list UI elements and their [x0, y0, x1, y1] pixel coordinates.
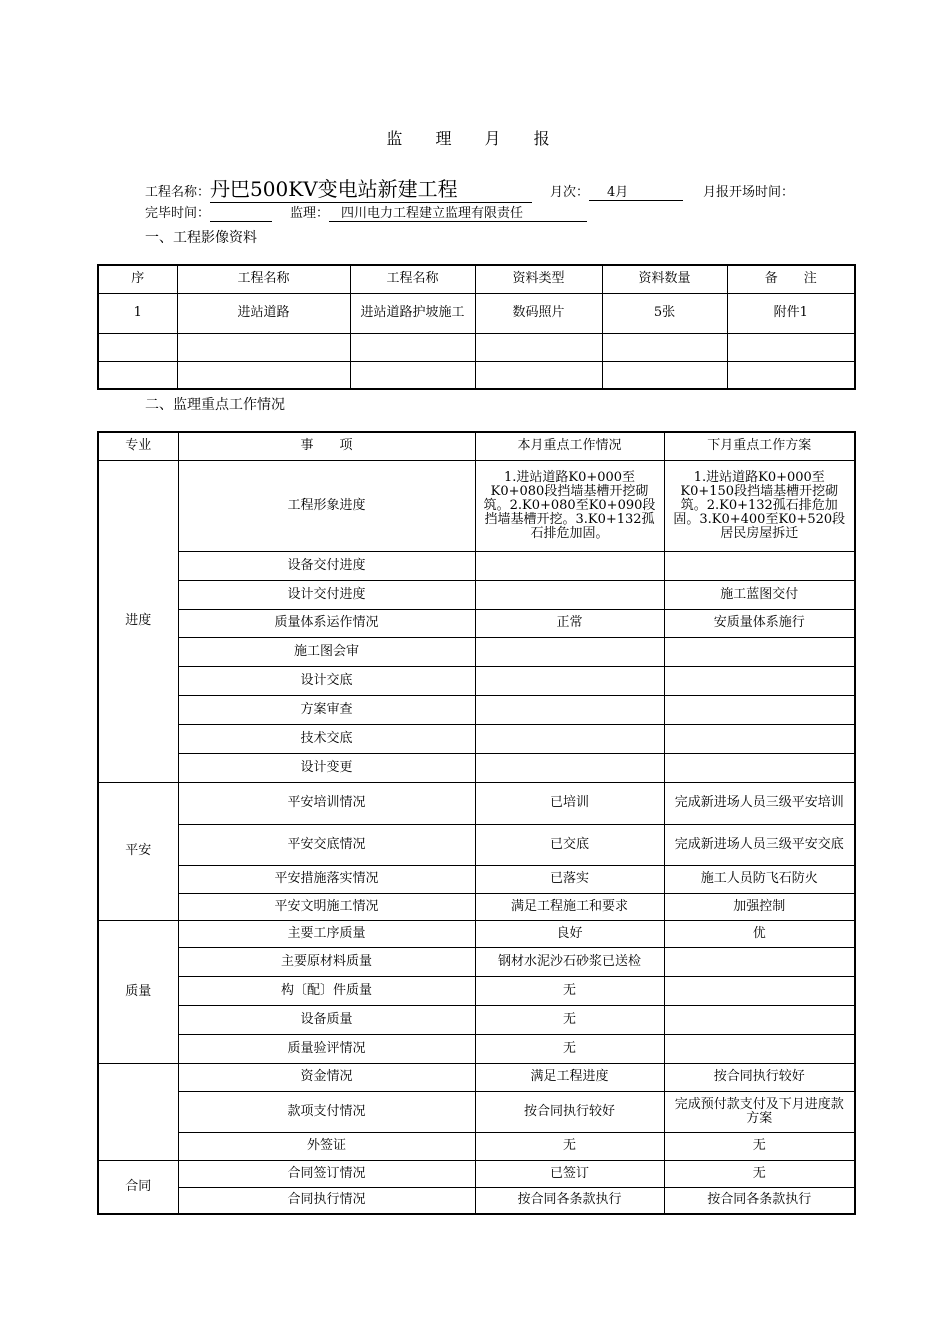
- table-row: [98, 666, 855, 695]
- table-header-row: [98, 265, 855, 293]
- next-month: 无: [664, 1160, 855, 1187]
- group-label-contract: 合同: [98, 1160, 178, 1214]
- table-row: [98, 865, 855, 893]
- project-label: 工程名称：: [145, 185, 211, 200]
- next-month: 无: [664, 1132, 855, 1160]
- report-start-label: 月报开场时间：: [703, 185, 795, 200]
- next-month: 完成预付款支付及下月进度款方案: [664, 1091, 855, 1132]
- table-row: [98, 293, 855, 333]
- next-month: 按合同执行较好: [664, 1063, 855, 1091]
- table-row: [98, 753, 855, 782]
- item-name: 构〔配〕件质量: [178, 976, 475, 1005]
- next-month: 施工人员防飞石防火: [664, 865, 855, 893]
- supervisor-value: 四川电力工程建立监理有限责任: [329, 202, 587, 222]
- this-month: 已交底: [475, 824, 664, 865]
- finish-label: 完毕时间：: [145, 206, 211, 221]
- table-cell: [602, 333, 727, 361]
- col-header: 工程名称: [350, 265, 475, 293]
- table-cell: 5张: [602, 293, 727, 333]
- item-name: 质量验评情况: [178, 1034, 475, 1063]
- table-header-row: [98, 432, 855, 460]
- image-materials-table: [97, 264, 856, 390]
- table-row: [98, 695, 855, 724]
- item-name: 设备质量: [178, 1005, 475, 1034]
- group-label-safety: 平安: [98, 782, 178, 920]
- finish-value: [210, 207, 272, 222]
- item-name: 平安交底情况: [178, 824, 475, 865]
- table-cell: 进站道路: [177, 293, 350, 333]
- next-month: [664, 976, 855, 1005]
- next-month: [664, 695, 855, 724]
- item-name: 设计变更: [178, 753, 475, 782]
- this-month: [475, 753, 664, 782]
- this-month: [475, 724, 664, 753]
- supervisor-label: 监理：: [290, 206, 330, 221]
- table-cell: 附件1: [727, 293, 855, 333]
- item-name: 工程形象进度: [178, 460, 475, 551]
- item-name: 质量体系运作情况: [178, 609, 475, 637]
- group-label-quality: 质量: [98, 920, 178, 1063]
- this-month: [475, 695, 664, 724]
- table-cell: 数码照片: [475, 293, 602, 333]
- table-row: [98, 920, 855, 947]
- this-month: 无: [475, 1132, 664, 1160]
- this-month: 良好: [475, 920, 664, 947]
- item-name: 合同签订情况: [178, 1160, 475, 1187]
- table-cell: [98, 361, 177, 389]
- next-month: [664, 551, 855, 580]
- col-header: 事 项: [178, 432, 475, 460]
- next-month: [664, 666, 855, 695]
- table-cell: 1: [98, 293, 177, 333]
- table-row: [98, 637, 855, 666]
- project-name: 丹巴500KV变电站新建工程: [210, 173, 532, 203]
- this-month: 按合同执行较好: [475, 1091, 664, 1132]
- group-label-progress: 进度: [98, 460, 178, 782]
- table-cell: [727, 361, 855, 389]
- next-month: 1.进站道路K0+000至K0+150段挡墙基槽开挖砌筑。2.K0+132孤石排危加固。3.K0+400至K0+520段居民房屋拆迁: [664, 460, 855, 551]
- col-header: 备 注: [727, 265, 855, 293]
- this-month: 无: [475, 1034, 664, 1063]
- table-row: [98, 460, 855, 551]
- header-line-1: [145, 173, 794, 203]
- next-month: 施工蓝图交付: [664, 580, 855, 609]
- this-month: 已签订: [475, 1160, 664, 1187]
- table-row: [98, 551, 855, 580]
- table-cell: [475, 333, 602, 361]
- col-header: 资料类型: [475, 265, 602, 293]
- group-label-funds: [98, 1063, 178, 1160]
- item-name: 主要原材料质量: [178, 947, 475, 976]
- col-header: 下月重点工作方案: [664, 432, 855, 460]
- table-cell: [98, 333, 177, 361]
- next-month: 完成新进场人员三级平安交底: [664, 824, 855, 865]
- item-name: 平安文明施工情况: [178, 893, 475, 920]
- table-row: [98, 724, 855, 753]
- month-value: 4月: [589, 181, 683, 201]
- next-month: 优: [664, 920, 855, 947]
- key-work-table: [97, 431, 856, 1215]
- section2-heading: 二、监理重点工作情况: [145, 397, 285, 413]
- next-month: 安质量体系施行: [664, 609, 855, 637]
- table-row: [98, 1063, 855, 1091]
- next-month: [664, 724, 855, 753]
- this-month: [475, 666, 664, 695]
- item-name: 设备交付进度: [178, 551, 475, 580]
- next-month: [664, 637, 855, 666]
- this-month: 1.进站道路K0+000至K0+080段挡墙基槽开挖砌筑。2.K0+080至K0+090段挡墙基槽开挖。3.K0+132孤石排危加固。: [475, 460, 664, 551]
- table-row: [98, 1187, 855, 1214]
- month-label: 月次：: [550, 185, 590, 200]
- col-header: 本月重点工作情况: [475, 432, 664, 460]
- col-header: 资料数量: [602, 265, 727, 293]
- table-row: [98, 824, 855, 865]
- table-row: [98, 1160, 855, 1187]
- this-month: 按合同各条款执行: [475, 1187, 664, 1214]
- table-row: [98, 782, 855, 824]
- item-name: 技术交底: [178, 724, 475, 753]
- this-month: 正常: [475, 609, 664, 637]
- table-row: [98, 947, 855, 976]
- this-month: [475, 580, 664, 609]
- table-row: [98, 1005, 855, 1034]
- table-row: [98, 1132, 855, 1160]
- this-month: 满足工程进度: [475, 1063, 664, 1091]
- table-row: [98, 361, 855, 389]
- item-name: 施工图会审: [178, 637, 475, 666]
- section1-heading: 一、工程影像资料: [145, 230, 257, 246]
- col-header: 序: [98, 265, 177, 293]
- this-month: 满足工程施工和要求: [475, 893, 664, 920]
- table-row: [98, 1091, 855, 1132]
- item-name: 主要工序质量: [178, 920, 475, 947]
- item-name: 合同执行情况: [178, 1187, 475, 1214]
- item-name: 外签证: [178, 1132, 475, 1160]
- next-month: [664, 1005, 855, 1034]
- table-row: [98, 333, 855, 361]
- next-month: 加强控制: [664, 893, 855, 920]
- this-month: 无: [475, 1005, 664, 1034]
- table-cell: [602, 361, 727, 389]
- table-cell: [177, 333, 350, 361]
- this-month: 已落实: [475, 865, 664, 893]
- item-name: 平安措施落实情况: [178, 865, 475, 893]
- table-row: [98, 1034, 855, 1063]
- next-month: [664, 947, 855, 976]
- item-name: 方案审查: [178, 695, 475, 724]
- table-cell: [350, 361, 475, 389]
- table-cell: [475, 361, 602, 389]
- next-month: 按合同各条款执行: [664, 1187, 855, 1214]
- next-month: 完成新进场人员三级平安培训: [664, 782, 855, 824]
- this-month: [475, 637, 664, 666]
- table-row: [98, 893, 855, 920]
- item-name: 资金情况: [178, 1063, 475, 1091]
- this-month: [475, 551, 664, 580]
- item-name: 设计交底: [178, 666, 475, 695]
- this-month: 已培训: [475, 782, 664, 824]
- header-line-2: [145, 202, 587, 222]
- table-cell: [350, 333, 475, 361]
- col-header: 专业: [98, 432, 178, 460]
- table-row: [98, 580, 855, 609]
- item-name: 款项支付情况: [178, 1091, 475, 1132]
- this-month: 钢材水泥沙石砂浆已送检: [475, 947, 664, 976]
- next-month: [664, 1034, 855, 1063]
- col-header: 工程名称: [177, 265, 350, 293]
- table-cell: 进站道路护坡施工: [350, 293, 475, 333]
- table-cell: [177, 361, 350, 389]
- item-name: 设计交付进度: [178, 580, 475, 609]
- page-title: 监 理 月 报: [386, 129, 564, 148]
- item-name: 平安培训情况: [178, 782, 475, 824]
- next-month: [664, 753, 855, 782]
- table-row: [98, 609, 855, 637]
- table-cell: [727, 333, 855, 361]
- table-row: [98, 976, 855, 1005]
- this-month: 无: [475, 976, 664, 1005]
